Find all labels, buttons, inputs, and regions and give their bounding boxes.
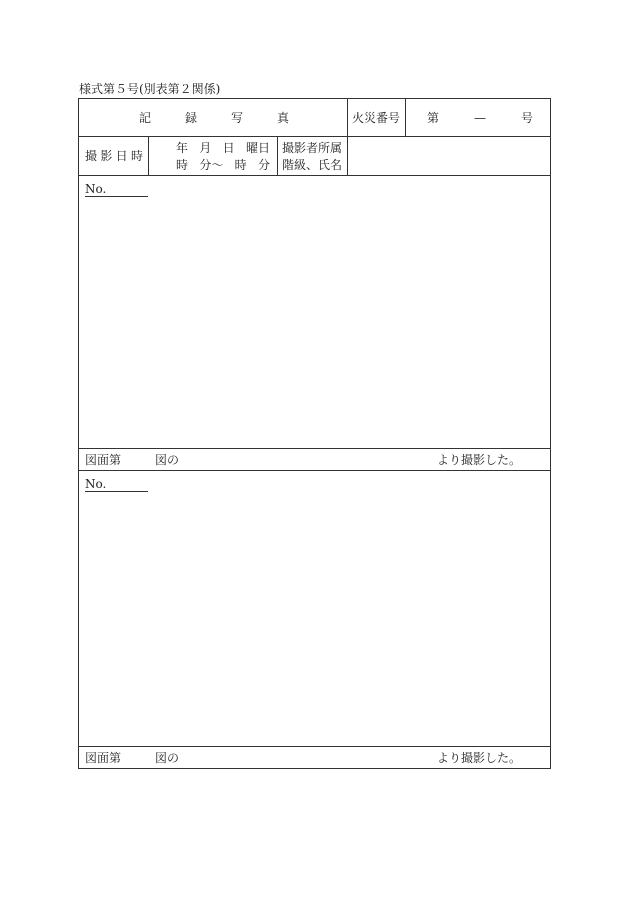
fire-number-dash: — — [474, 110, 486, 125]
caption-mid: 図の — [155, 453, 180, 467]
label-char: 時 — [130, 149, 143, 163]
title-char: 真 — [276, 111, 289, 125]
label-char: 日 — [115, 149, 128, 163]
photo-caption — [79, 747, 550, 768]
shoot-date-field[interactable] — [148, 136, 277, 175]
photo-area[interactable] — [79, 176, 550, 448]
title-char: 記 — [139, 111, 152, 125]
form-title: 様式第５号(別表第２関係) — [79, 82, 221, 96]
divider — [405, 99, 406, 136]
photo-number-underline — [85, 491, 148, 492]
photo-number-label: No. — [85, 182, 107, 196]
minute-label: 分 — [257, 157, 270, 172]
month-label: 月 — [199, 140, 212, 155]
photo-number-label: No. — [85, 477, 107, 491]
photo-number-underline — [85, 196, 148, 197]
photo-caption — [79, 449, 550, 470]
title-char: 写 — [230, 111, 243, 125]
year-label: 年 — [176, 140, 189, 155]
hour-label: 時 — [176, 157, 189, 172]
title-char: 録 — [184, 111, 197, 125]
caption-prefix: 図面第 — [85, 751, 122, 765]
minute-from-label: 分～ — [199, 157, 224, 172]
photographer-label — [277, 136, 347, 175]
caption-mid: 図の — [155, 751, 180, 765]
label-char: 影 — [100, 149, 113, 163]
caption-suffix: より撮影した。 — [437, 453, 522, 467]
weekday-label: 曜日 — [245, 140, 270, 155]
photo-area[interactable] — [79, 471, 550, 746]
shoot-date-label — [85, 136, 143, 175]
record-photo-title — [139, 99, 289, 136]
label-char: 撮 — [85, 149, 98, 163]
photographer-rank-name-label: 階級、氏名 — [281, 157, 342, 172]
record-photo-form — [78, 98, 551, 769]
fire-number-label: 火災番号 — [351, 111, 400, 125]
photographer-field[interactable] — [348, 137, 550, 175]
fire-number-prefix: 第 — [427, 111, 440, 125]
photographer-affiliation-label: 撮影者所属 — [281, 140, 342, 155]
day-label: 日 — [222, 140, 235, 155]
fire-number-field[interactable] — [427, 99, 533, 136]
hour-label: 時 — [234, 157, 247, 172]
fire-number-suffix: 号 — [520, 111, 533, 125]
caption-suffix: より撮影した。 — [437, 751, 522, 765]
caption-prefix: 図面第 — [85, 453, 122, 467]
